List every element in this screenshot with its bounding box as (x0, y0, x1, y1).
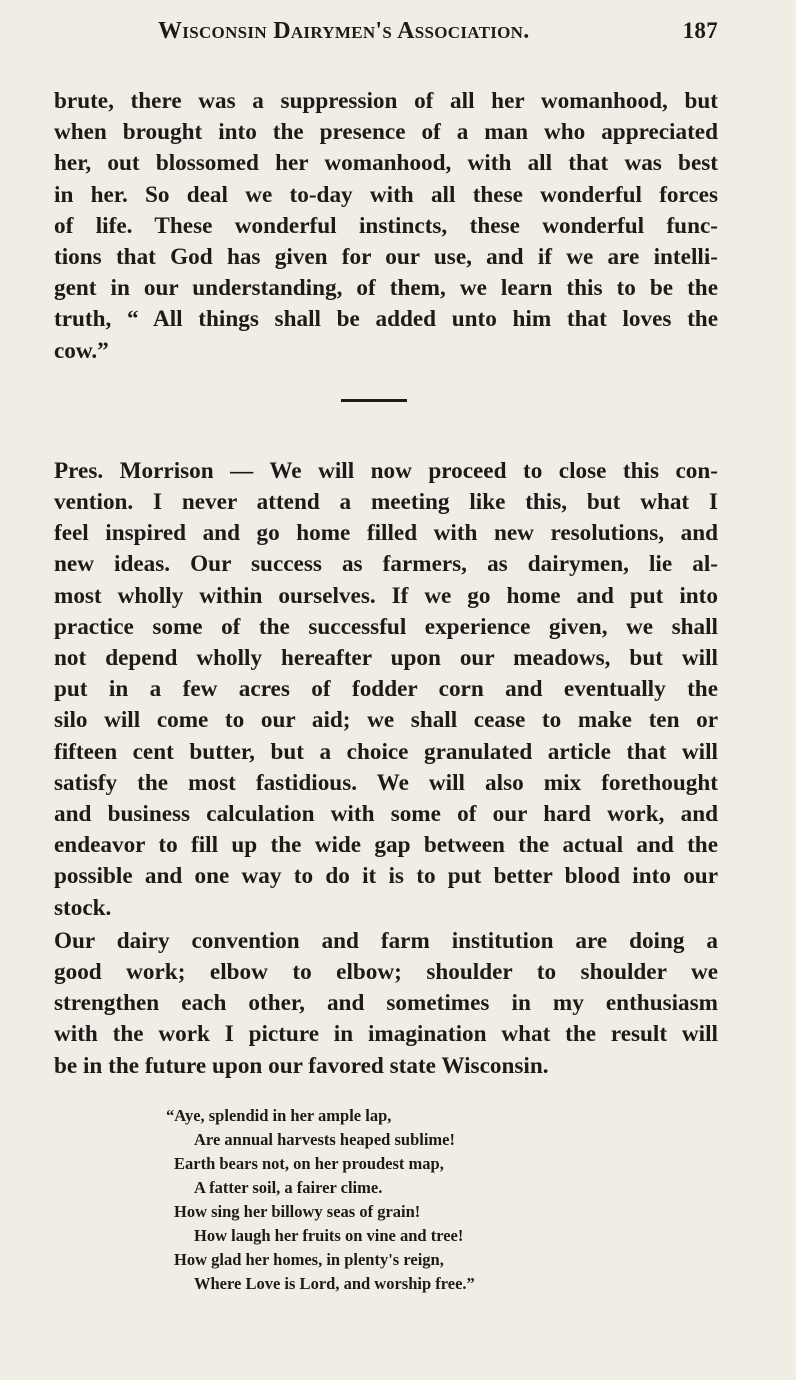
section-divider (341, 399, 407, 402)
running-title: Wisconsin Dairymen's Association. (158, 18, 530, 44)
poem-line: How laugh her fruits on vine and tree! (194, 1225, 464, 1245)
text-line: be in the future upon our favored state Wisconsin. (54, 1052, 549, 1079)
text-line: Pres. Morrison — We will now proceed to close this con- (54, 457, 718, 484)
running-header (54, 16, 718, 52)
text-line: feel inspired and go home filled with new resolutions, and (54, 520, 718, 547)
text-line: brute, there was a suppression of all her womanhood, but (54, 88, 718, 114)
text-line: her, out blossomed her womanhood, with all that was best (54, 150, 718, 177)
text-line: and business calculation with some of our hard work, and (54, 801, 718, 828)
poem-line: “Aye, splendid in her ample lap, (166, 1105, 392, 1125)
text-line: cow.” (54, 337, 109, 364)
text-line: endeavor to fill up the wide gap between the actual and the (54, 832, 718, 859)
text-line: of life. These wonderful instincts, these wonderful func- (54, 212, 718, 239)
text-line: with the work I picture in imagination what the result will (54, 1021, 718, 1048)
text-line: most wholly within ourselves. If we go home and put into (54, 582, 718, 609)
text-line: gent in our understanding, of them, we learn this to be the (54, 275, 718, 302)
text-line: strengthen each other, and sometimes in my enthusiasm (54, 990, 718, 1017)
paragraph-3 (54, 926, 718, 1082)
text-line: Our dairy convention and farm institution are doing a (54, 927, 718, 954)
poem-line: Earth bears not, on her proudest map, (174, 1153, 444, 1173)
text-line: when brought into the presence of a man who appreciated (54, 119, 718, 146)
text-line: in her. So deal we to-day with all these wonderful forces (54, 181, 718, 208)
text-line: practice some of the successful experience given, we shall (54, 613, 718, 640)
poem-line: A fatter soil, a fairer clime. (194, 1177, 383, 1197)
poem-line: Are annual harvests heaped sublime! (194, 1129, 455, 1149)
text-line: satisfy the most fastidious. We will also mix forethought (54, 769, 718, 796)
text-line: not depend wholly hereafter upon our meadows, but will (54, 645, 718, 672)
text-line: new ideas. Our success as farmers, as dairymen, lie al- (54, 551, 718, 578)
poem-line: How glad her homes, in plenty's reign, (174, 1249, 444, 1269)
text-line: truth, “ All things shall be added unto him that loves the (54, 306, 718, 333)
poem-quotation (166, 1104, 718, 1296)
poem-line: Where Love is Lord, and worship free.” (194, 1273, 475, 1293)
text-line: good work; elbow to elbow; shoulder to shoulder we (54, 959, 718, 986)
text-line: stock. (54, 894, 112, 921)
paragraph-2 (54, 456, 718, 924)
text-line: put in a few acres of fodder corn and eventually the (54, 676, 718, 703)
text-line: fifteen cent butter, but a choice granulated article that will (54, 738, 718, 765)
paragraph-1 (54, 86, 718, 367)
text-line: silo will come to our aid; we shall cease to make ten or (54, 707, 718, 734)
text-line: possible and one way to do it is to put better blood into our (54, 863, 718, 890)
text-line: vention. I never attend a meeting like this, but what I (54, 489, 718, 516)
text-line: tions that God has given for our use, and if we are intelli- (54, 244, 718, 271)
page-number: 187 (682, 18, 718, 43)
poem-line: How sing her billowy seas of grain! (174, 1201, 421, 1221)
